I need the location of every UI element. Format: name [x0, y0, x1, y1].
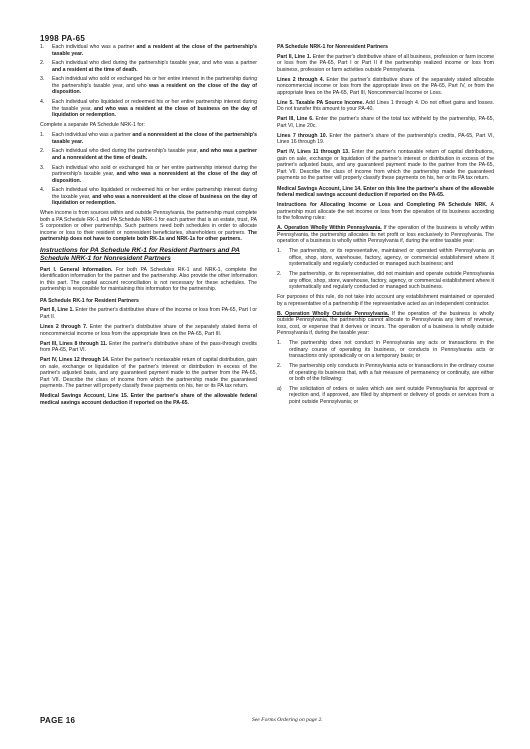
paragraph-operation-within: A. Operation Wholly Within Pennsylvania. If the operation of the business is wholly within Pennsylvania, the partnership allocates its net profit or loss exclusively to Pennsylvania. The operation of a business is wholly within Pennsylvania if, during the entire taxable year: — [277, 225, 494, 245]
forms-ordering-note: See Forms Ordering on page 2. — [252, 717, 323, 723]
paragraph-rk1-part4: Part IV, Lines 12 through 14. Enter the partner's nontaxable return of capital distribution, gain on sale, exchange or liquidation of the partner's interest or distribution in excess of the partner's adjusted basis, and any guaranteed payment made to the partner from the PA-65, Part VII. Describe the class of income from which the partnership made the guaranteed payments. The partner will properly classify these payments on his, her or its PA tax return. — [40, 357, 257, 390]
paragraph-income-sources: When income is from sources within and outside Pennsylvania, the partnership must complete both a PA Schedule RK-1 and PA Schedule NRK-1 for each partner that is an estate, trust, PA S corporation or other partnership. Such partners need both schedules in order to allocate income or loss to their resident or nonresident beneficiaries, shareholders or partners. The partnership does not have to complete both RK-1s and NRK-1s for other partners. — [40, 210, 257, 243]
paragraph-nrk1-part4: Part IV, Lines 11 through 13. Enter the partner's nontaxable return of capital distributions, gain on sale, exchange or liquidation of the partner's interest or distribution in excess of the partner's adjusted basis, and any guaranteed payment made to the partner from the PA-65, Part VII. Describe the class of income from which the partnership made the guaranteed payments so the partner will properly classify these payments on his, her or its PA tax return. — [277, 149, 494, 182]
resident-partner-list — [40, 44, 257, 119]
list-item: 2. Each individual who died during the partnership's taxable year, and who was a partner and a resident at the time of death. — [40, 60, 257, 73]
paragraph-nrk1-part3-line6: Part III, Line 6. Enter the partner's share of the total tax withheld by the partnership, PA-65, Part VI, Line 20c. — [277, 116, 495, 129]
complete-intro: Complete a separate PA Schedule NRK-1 for: — [40, 122, 145, 129]
list-item: 1. Each individual who was a partner and a nonresident at the close of the partnership's taxable year. — [40, 132, 257, 145]
nonresident-partner-list — [40, 132, 257, 207]
paragraph-purposes: For purposes of this rule, do not take into account any establishment maintained or operated by a representative of a partnership if the representative acted as an independent contractor. — [277, 294, 494, 307]
left-column — [40, 44, 257, 410]
list-item: 1. The partnership, or its representative, maintained or operated within Pennsylvania an office, shop, store, warehouse, factory, agency, or commercial establishment where it systematically and regularly conducted or managed such business; and — [277, 248, 494, 268]
paragraph-rk1-part2-line1: Part II, Line 1. Enter the partner's distributive share of the income or loss from PA-65, Part I or Part II. — [40, 307, 257, 320]
paragraph-nrk1-part2-line1: Part II, Line 1. Enter the partner's distributive share of all business, profession or farm income or loss from the PA-65, Part I or Part II if the partnership realized income or loss from business, profession or farm activities outside Pennsylvania. — [277, 53, 494, 73]
paragraph-rk1-msa: Medical Savings Account, Line 15. Enter the partner's share of the allowable federal medical savings account deduction if reported on the PA-65. — [40, 393, 258, 406]
list-item: 2. The partnership only conducts in Pennsylvania acts or transactions in the ordinary course of operating its business that, with a fair measure of permanency or continuity, are either or both of the following: — [277, 363, 495, 382]
rk1-heading: PA Schedule RK-1 for Resident Partners — [40, 297, 139, 304]
paragraph-nrk1-lines2-4: Lines 2 through 4. Enter the partner's distributive share of the separately stated allocable noncommercial income or loss from the appropriate lines on the PA-65, Part IV, or from the appropriate lines on the PA-65, Part III, Noncommercial Income or Loss. — [277, 76, 494, 96]
list-item: 2. Each individual who died during the partnership's taxable year, and who was a partner and a nonresident at the time of death. — [40, 148, 257, 161]
list-item: 3. Each individual who sold or exchanged his or her entire partnership interest during the partnership's taxable year, and who was a nonresident at the close of the day of disposition. — [40, 164, 257, 184]
page-number: PAGE 16 — [40, 716, 76, 725]
list-item: 4. Each individual who liquidated or redeemed his or her entire partnership interest during the taxable year, and who was a resident at the close of business on the day of liquidation or redemption. — [40, 99, 257, 119]
outside-pa-list — [277, 340, 494, 405]
list-item: 1. The partnership does not conduct in Pennsylvania any acts or transactions in the ordinary course of operating its business, or conducts in Pennsylvania acts or transactions only sporadically or on a temporary basis; or — [277, 340, 494, 360]
paragraph-nrk1-lines7-10: Lines 7 through 10. Enter the partner's share of the partnership's credits, PA-65, Part VI, Lines 16 through 19. — [277, 132, 494, 146]
list-item: 2. The partnership, or its representative, did not maintain and operate outside Pennsylvania any office, shop, store, warehouse, factory, agency, or commercial establishment where it systematically and regularly conducted or managed such business. — [277, 271, 494, 291]
paragraph-rk1-part3: Part III, Lines 8 through 11. Enter the partner's distributive share of the pass-through credits from PA-65, Part VI. — [40, 340, 257, 354]
paragraph-rk1-lines2-7: Lines 2 through 7. Enter the partner's distributive share of the separately stated items of noncommercial income or loss from the appropriate lines on the PA-65, Part III. — [40, 324, 257, 337]
paragraph-nrk1-line5: Line 5. Taxable PA Source Income. Add Lines 1 through 4. Do not offset gains and losses. Do not transfer this amount to your PA-40. — [277, 99, 494, 113]
paragraph-part1: Part I. General Information. For both PA Schedules RK-1 and NRK-1, complete the identification information for the partner and the partnership. Also provide the other information in this part. The capital account reconciliation is not necessary for these schedules. The partnership is responsible for maintaining this information for the partnership. — [40, 266, 258, 293]
section-heading: Instructions for PA Schedule RK-1 for Resident Partners and PA Schedule NRK-1 for Nonresident Partners — [40, 246, 240, 262]
paragraph-nrk1-msa: Medical Savings Account, Line 14. Enter on this line the partner's share of the allowable federal medical savings account deduction if reported on the PA-65. — [277, 185, 494, 199]
page-header: 1998 PA-65 — [40, 34, 86, 43]
list-item: 4. Each individual who liquidated or redeemed his or her entire partnership interest during the taxable year, and who was a nonresident at the close of business on the day of liquidation or redemption. — [40, 187, 257, 207]
within-pa-list — [277, 248, 494, 290]
right-column — [277, 44, 494, 409]
nrk1-heading: PA Schedule NRK-1 for Nonresident Partners — [277, 44, 388, 50]
list-item: a) The solicitation of orders or sales which are sent outside Pennsylvania for approval or rejection and, if approved, are filled by shipment or delivery of goods or services from a point outside Pennsylvania; or — [277, 385, 494, 405]
list-item: 1. Each individual who was a partner and a resident at the close of the partnership's taxable year. — [40, 44, 258, 57]
paragraph-allocating: Instructions for Allocating Income or Loss and Completing PA Schedule NRK. A partnership must allocate the net income or loss from the operation of its business according to the following rules: — [277, 202, 494, 222]
list-item: 3. Each individual who sold or exchanged his or her entire interest in the partnership during the partnership's taxable year, and who was a resident on the close of the day of disposition. — [40, 76, 257, 96]
paragraph-operation-outside: B. Operation Wholly Outside Pennsylvania. If the operation of the business is wholly outside Pennsylvania, the partnership cannot allocate to Pennsylvania any item of revenue, loss, cost, or expense that it derives or incurs. The operation of a business is wholly outside Pennsylvania if, during the taxable year: — [277, 310, 494, 337]
